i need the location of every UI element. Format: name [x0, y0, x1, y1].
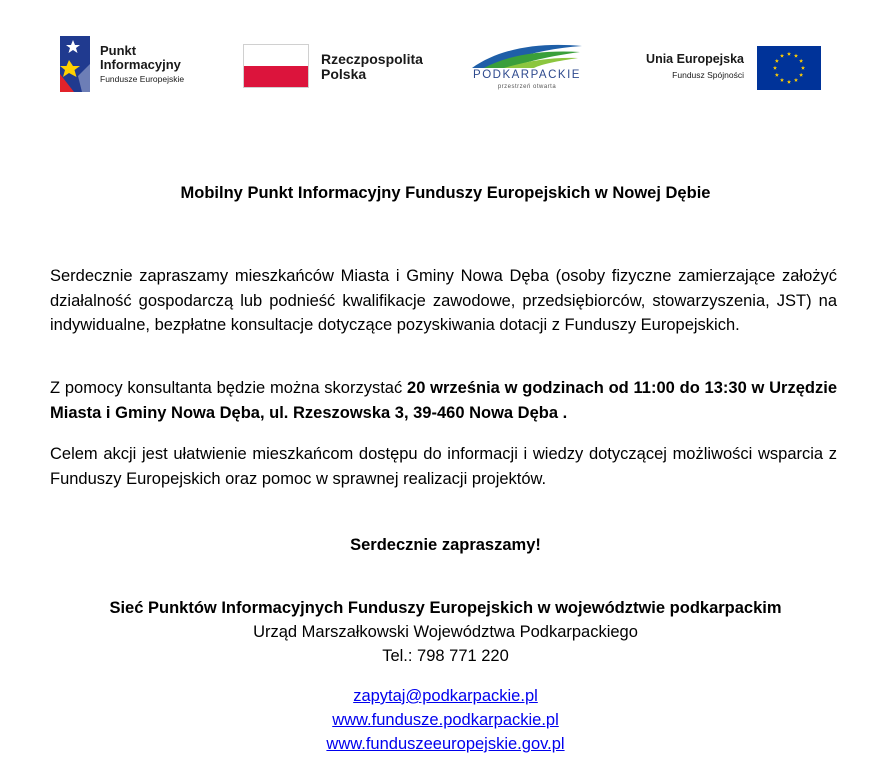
fundusze-europejskie-link[interactable]: www.funduszeeuropejskie.gov.pl	[326, 735, 565, 753]
unia-logo-line2: Fundusz Spójności	[672, 69, 744, 80]
eu-funds-star-icon	[60, 36, 94, 92]
polska-logo-line1: Rzeczpospolita	[321, 51, 423, 67]
eu-star	[787, 52, 791, 56]
logo-bar	[0, 0, 891, 110]
polska-logo-line2: Polska	[321, 66, 367, 82]
rzeczpospolita-polska-logo	[243, 44, 443, 90]
eu-star	[780, 54, 784, 58]
phone-number: Tel.: 798 771 220	[382, 647, 509, 665]
invitation-paragraph: Serdecznie zapraszamy mieszkańców Miasta i Gminy Nowa Dęba (osoby fizyczne zamierzające założyć działalność gospodarczą lub podnieść kwalifikacje zawodowe, przedsiębiorców, stowarzyszenia, JST) na indywidualne, bezpłatne konsultacje dotyczące pozyskiwania dotacji z Funduszy Europejskich.	[50, 267, 837, 334]
eu-star	[775, 59, 779, 63]
schedule-details: 20 września w godzinach od 11:00 do 13:30 w Urzędzie Miasta i Gminy Nowa Dęba, ul. Rzeszowska 3, 39-460 Nowa Dęba .	[50, 379, 837, 422]
fundusze-podkarpackie-link[interactable]: www.fundusze.podkarpackie.pl	[332, 711, 559, 729]
eu-star	[775, 73, 779, 77]
office-name: Urząd Marszałkowski Województwa Podkarpackiego	[253, 623, 638, 641]
eu-star	[799, 59, 803, 63]
unia-logo-line1: Unia Europejska	[646, 52, 744, 66]
email-link[interactable]: zapytaj@podkarpackie.pl	[353, 687, 538, 705]
fundusze-logo-line3: Fundusze Europejskie	[100, 74, 185, 84]
schedule-paragraph	[50, 376, 837, 425]
hills-icon	[470, 42, 584, 70]
contact-footer	[0, 596, 891, 668]
podkarpackie-logo-tagline: przestrzeń otwarta	[497, 84, 557, 90]
unia-europejska-logo	[626, 44, 826, 90]
fundusze-logo-line2: Informacyjny	[100, 57, 181, 72]
fundusze-europejskie-logo	[60, 36, 210, 96]
eu-star	[794, 54, 798, 58]
fundusze-logo-line1: Punkt	[100, 43, 137, 58]
polish-flag-icon	[243, 44, 309, 88]
eu-star	[799, 73, 803, 77]
contact-links	[0, 684, 891, 756]
eu-star	[801, 66, 805, 70]
purpose-paragraph: Celem akcji jest ułatwienie mieszkańcom dostępu do informacji i wiedzy dotyczącej możliwości wsparcia z Funduszy Europejskich oraz pomoc w sprawnej realizacji projektów.	[50, 445, 837, 488]
eu-star	[780, 78, 784, 82]
eu-star	[773, 66, 777, 70]
podkarpackie-logo-name: PODKARPACKIE	[473, 69, 581, 81]
eu-star	[794, 78, 798, 82]
podkarpackie-logo	[462, 42, 592, 96]
page-title: Mobilny Punkt Informacyjny Funduszy Europejskich w Nowej Dębie	[180, 184, 711, 202]
schedule-lead-text: Z pomocy konsultanta będzie można skorzystać	[50, 379, 408, 397]
eu-star	[787, 80, 791, 84]
network-name: Sieć Punktów Informacyjnych Funduszy Europejskich w województwie podkarpackim	[109, 599, 782, 617]
closing-invitation: Serdecznie zapraszamy!	[350, 536, 541, 554]
eu-flag-icon	[757, 46, 821, 90]
